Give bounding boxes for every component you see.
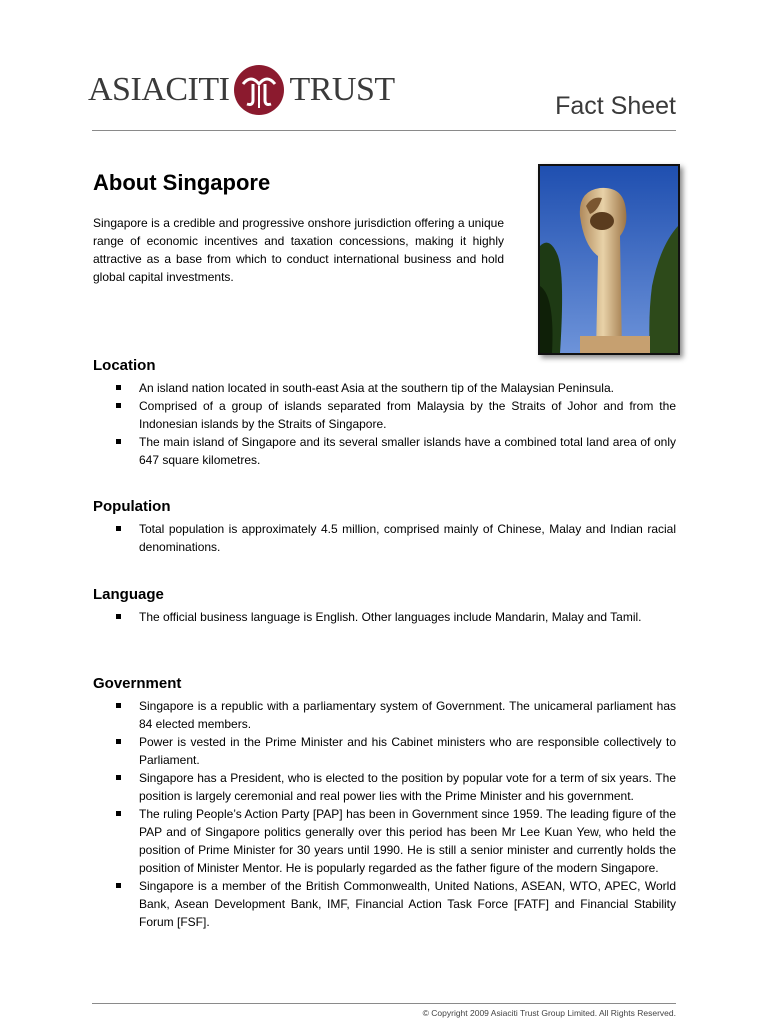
list-item: The ruling People’s Action Party [PAP] has been in Government since 1959. The leading figure of the PAP and of Singapore politics generally over this period has been Mr Lee Kuan Yew, who held the position of Prime Minister for 30 years until 1990. He is still a senior minister and currently holds the position of Minister Mentor. He is popularly regarded as the father figure of the modern Singapore.	[93, 806, 676, 877]
footer-divider	[92, 1003, 676, 1004]
list-item: Total population is approximately 4.5 million, comprised mainly of Chinese, Malay and Indian racial denominations.	[93, 521, 676, 557]
government-section	[93, 675, 676, 932]
list-item: Singapore is a member of the British Commonwealth, United Nations, ASEAN, WTO, APEC, World Bank, Asean Development Bank, IMF, Financial Action Task Force [FATF] and Financial Stability Forum [FSF].	[93, 878, 676, 931]
list-item: Power is vested in the Prime Minister and his Cabinet ministers who are responsible collectively to Parliament.	[93, 734, 676, 770]
location-section	[93, 357, 676, 470]
bullet-icon	[116, 739, 121, 744]
header-divider	[92, 130, 676, 131]
intro-paragraph: Singapore is a credible and progressive onshore jurisdiction offering a unique range of economic incentives and taxation concessions, making it highly attractive as a base from which to conduct international business and hold global capital investments.	[93, 216, 504, 284]
list-item: Singapore has a President, who is elected to the position by popular vote for a term of six years. The position is largely ceremonial and real power lies with the Prime Minister and his government.	[93, 770, 676, 806]
bullet-list	[93, 521, 676, 557]
bullet-list	[93, 698, 676, 931]
bullet-icon	[116, 811, 121, 816]
logo-text-right: TRUST	[289, 71, 395, 108]
bullet-list	[93, 380, 676, 470]
list-item: Singapore is a republic with a parliamentary system of Government. The unicameral parliament has 84 elected members.	[93, 698, 676, 734]
section-heading: Government	[93, 675, 182, 692]
merlion-photo	[538, 164, 680, 355]
bullet-list	[93, 609, 676, 627]
list-item: The official business language is English. Other languages include Mandarin, Malay and Tamil.	[93, 609, 676, 627]
bullet-icon	[116, 403, 121, 408]
logo-text-left: ASIACITI	[88, 71, 230, 108]
section-heading: Population	[93, 498, 171, 515]
list-item: An island nation located in south-east Asia at the southern tip of the Malaysian Peninsula.	[93, 380, 676, 398]
language-section	[93, 586, 676, 627]
company-logo	[88, 60, 395, 120]
logo-emblem-icon	[233, 64, 285, 116]
merlion-image	[540, 166, 678, 353]
population-section	[93, 498, 676, 557]
section-heading: Location	[93, 357, 156, 374]
bullet-icon	[116, 526, 121, 531]
bullet-icon	[116, 439, 121, 444]
bullet-icon	[116, 775, 121, 780]
document-type-heading: Fact Sheet	[555, 92, 676, 120]
page-title: About Singapore	[93, 170, 271, 195]
bullet-icon	[116, 703, 121, 708]
bullet-icon	[116, 883, 121, 888]
copyright-notice: © Copyright 2009 Asiaciti Trust Group Limited. All Rights Reserved.	[422, 1008, 676, 1018]
bullet-icon	[116, 385, 121, 390]
bullet-icon	[116, 614, 121, 619]
list-item: Comprised of a group of islands separated from Malaysia by the Straits of Johor and from the Indonesian islands by the Straits of Singapore.	[93, 398, 676, 434]
section-heading: Language	[93, 586, 164, 603]
list-item: The main island of Singapore and its several smaller islands have a combined total land area of only 647 square kilometres.	[93, 434, 676, 470]
